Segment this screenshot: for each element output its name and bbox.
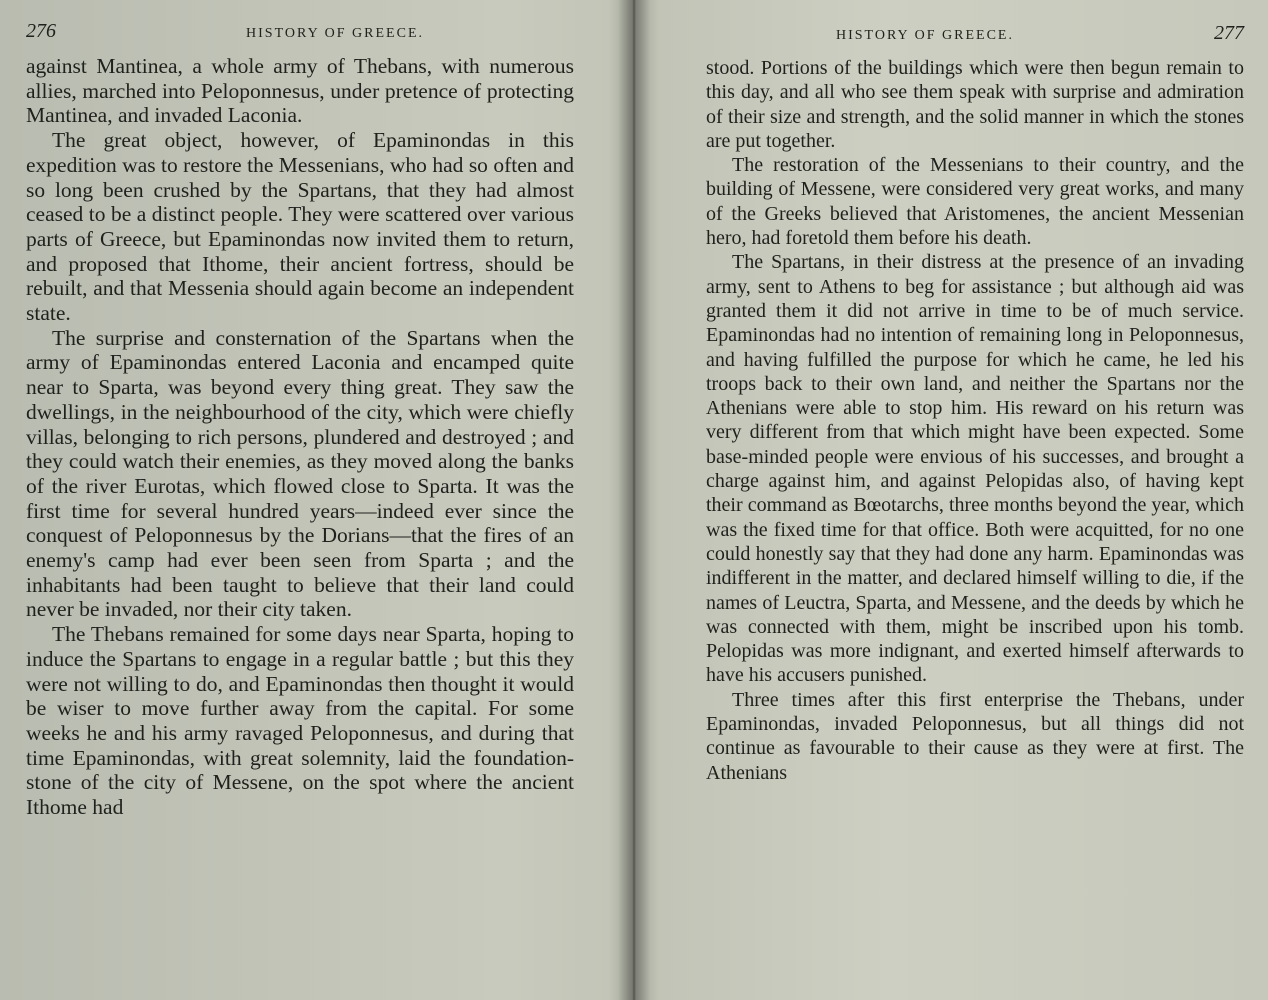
paragraph: Three times after this first enterprise the Thebans, under Epaminondas, invaded Peloponnesus, but all things did not continue as favourable to their cause as they were at first. The Athenians <box>706 688 1244 784</box>
running-head: HISTORY OF GREECE. <box>836 28 1014 43</box>
page-number: 277 <box>1214 22 1244 44</box>
page-number: 276 <box>26 20 56 42</box>
paragraph: The restoration of the Messenians to their country, and the building of Messene, were considered very great works, and many of the Greeks believed that Aristomenes, the ancient Messenian hero, had foretold them before his death. <box>706 154 1244 250</box>
paragraph: stood. Portions of the buildings which were then begun remain to this day, and all who see them speak with surprise and admiration of their size and strength, and the solid manner in which the stones are put together. <box>706 57 1244 152</box>
left-page-header <box>26 20 574 54</box>
paragraph: The surprise and consternation of the Spartans when the army of Epaminondas entered Laconia and encamped quite near to Sparta, was beyond every thing great. They saw the dwellings, in the neighbourhood of the city, which were chiefly villas, belonging to rich persons, plundered and destroyed ; and they could watch their enemies, as they moved along the banks of the river Eurotas, which flowed close to Sparta. It was the first time for several hundred years—indeed ever since the conquest of Peloponnesus by the Dorians—that the fires of an enemy's camp had ever been seen from Sparta ; and the inhabitants had been taught to believe that their land could never be invaded, nor their city taken. <box>26 325 574 622</box>
paragraph: The Spartans, in their distress at the presence of an invading army, sent to Athens to beg for assistance ; but although aid was granted them it did not arrive in time to be of much service. Epaminondas had no intention of remaining long in Peloponnesus, and having fulfilled the purpose for which he came, he led his troops back to their own land, and neither the Spartans nor the Athenians were able to stop him. His reward on his return was very different from that which might have been expected. Some base-minded people were envious of his successes, and brought a charge against him, and against Pelopidas also, of having kept their command as Bœotarchs, three months beyond the year, which was the fixed time for that office. Both were acquitted, for no one could honestly say that they had done any harm. Epaminondas was indifferent in the matter, and declared himself willing to die, if the names of Leuctra, Sparta, and Messene, and the deeds by which he was connected with them, might be inscribed upon his tomb. Pelopidas was more indignant, and exerted himself afterwards to have his accusers punished. <box>706 251 1244 687</box>
left-page-body <box>26 54 574 820</box>
right-page-header <box>706 22 1244 56</box>
paragraph: The Thebans remained for some days near Sparta, hoping to induce the Spartans to engage in a regular battle ; but this they were not willing to do, and Epaminondas then thought it would be wiser to move further away from the capital. For some weeks he and his army ravaged Peloponnesus, and during that time Epaminondas, with great solemnity, laid the foundation-stone of the city of Messene, on the spot where the ancient Ithome had <box>26 622 574 820</box>
paragraph: against Mantinea, a whole army of Thebans, with numerous allies, marched into Peloponnesus, under pretence of protecting Mantinea, and invaded Laconia. <box>26 54 574 128</box>
running-head: HISTORY OF GREECE. <box>246 26 424 41</box>
right-page <box>634 0 1268 1000</box>
right-page-body <box>706 56 1244 785</box>
paragraph: The great object, however, of Epaminondas in this expedition was to restore the Messenians, who had so often and so long been crushed by the Spartans, that they had almost ceased to be a distinct people. They were scattered over various parts of Greece, but Epaminondas now invited them to return, and proposed that Ithome, their ancient fortress, should be rebuilt, and that Messenia should again become an independent state. <box>26 128 574 326</box>
